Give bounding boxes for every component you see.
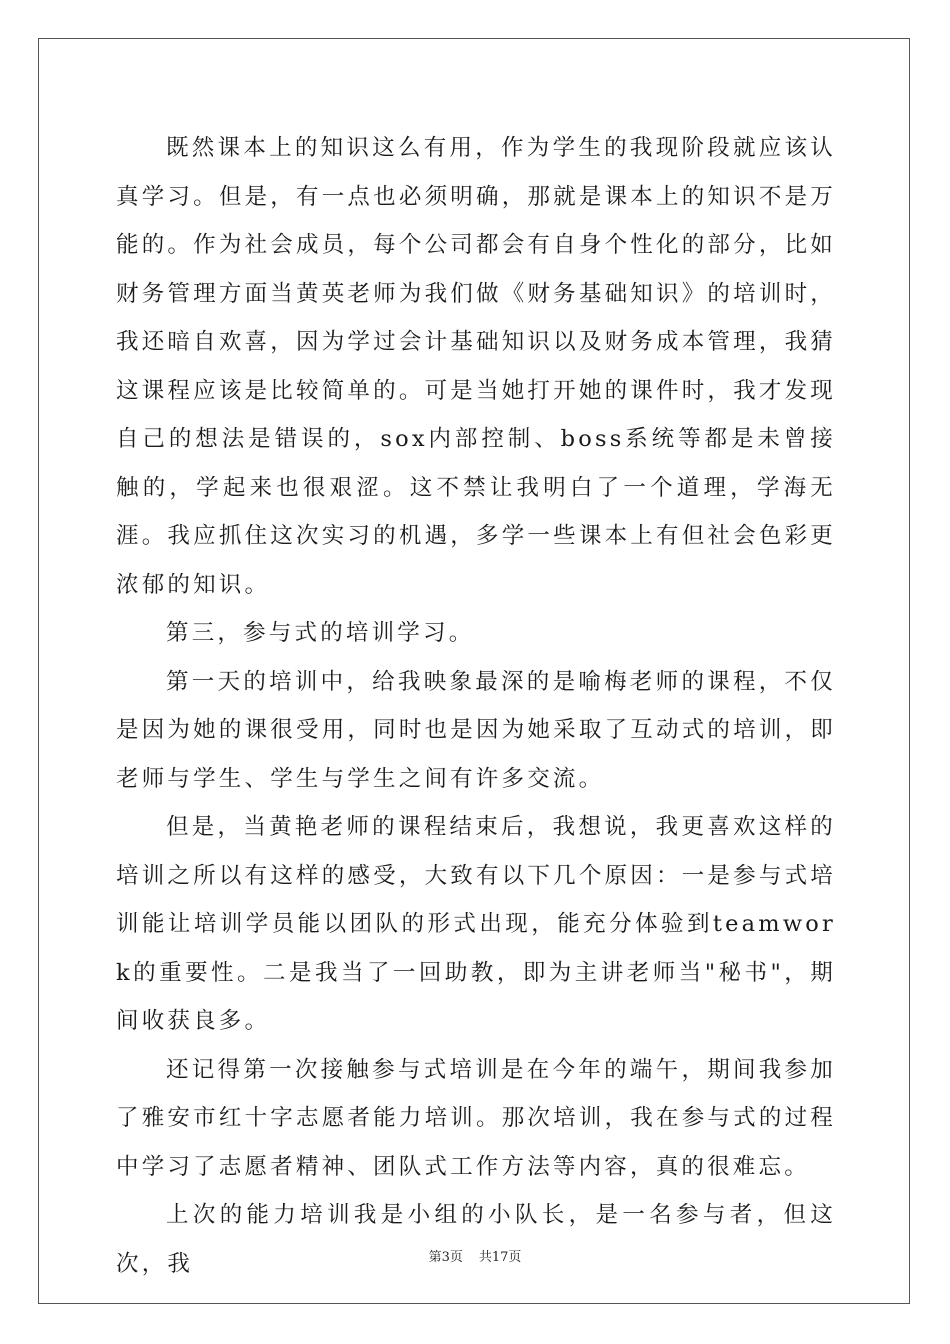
total-pages: 共17页 <box>478 1250 522 1265</box>
paragraph: 既然课本上的知识这么有用，作为学生的我现阶段就应该认真学习。但是，有一点也必须明确，那就是课本上的知识不是万能的。作为社会成员，每个公司都会有自身个性化的部分，比如财务管理方面当黄英老师为我们做《财务基础知识》的培训时，我还暗自欢喜，因为学过会计基础知识以及财务成本管理，我猜这课程应该是比较简单的。可是当她打开她的课件时，我才发现自己的想法是错误的，sox内部控制、boss系统等都是未曾接触的，学起来也很艰涩。这不禁让我明白了一个道理，学海无涯。我应抓住这次实习的机遇，多学一些课本上有但社会色彩更浓郁的知识。 <box>116 135 836 598</box>
page-footer <box>0 1246 950 1265</box>
paragraph: 第三，参与式的培训学习。 <box>166 620 475 646</box>
paragraph: 第一天的培训中，给我映象最深的是喻梅老师的课程，不仅是因为她的课很受用，同时也是因为她采取了互动式的培训，即老师与学生、学生与学生之间有许多交流。 <box>116 668 836 792</box>
page-number: 第3页 <box>428 1250 463 1265</box>
paragraph: 上次的能力培训我是小组的小队长，是一名参与者，但这次，我 <box>116 1202 836 1277</box>
document-body <box>116 124 836 1288</box>
paragraph: 但是，当黄艳老师的课程结束后，我想说，我更喜欢这样的培训之所以有这样的感受，大致有以下几个原因：一是参与式培训能让培训学员能以团队的形式出现，能充分体验到teamwork的重要性。二是我当了一回助教，即为主讲老师当"秘书"，期间收获良多。 <box>116 814 836 1034</box>
paragraph: 还记得第一次接触参与式培训是在今年的端午，期间我参加了雅安市红十字志愿者能力培训。那次培训，我在参与式的过程中学习了志愿者精神、团队式工作方法等内容，真的很难忘。 <box>116 1056 836 1180</box>
